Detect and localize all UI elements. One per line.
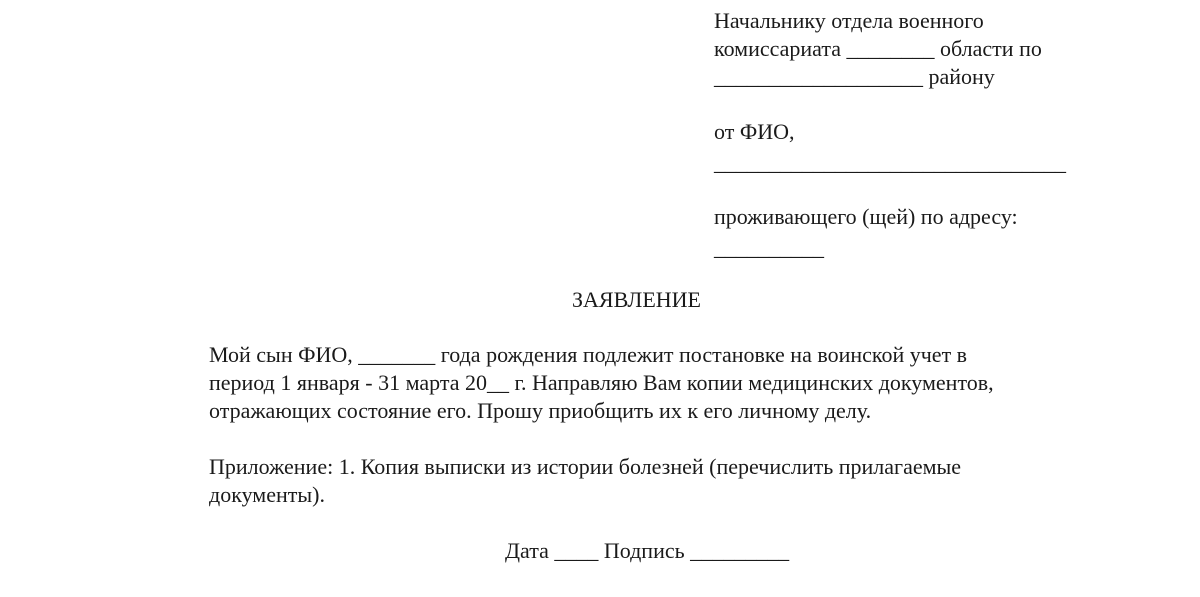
date-signature-line: Дата ____ Подпись _________ [505, 538, 790, 563]
addressee-line-1: Начальнику отдела военного [714, 8, 984, 33]
body-line-2: период 1 января - 31 марта 20__ г. Направляю Вам копии медицинских документов, [209, 370, 994, 395]
attachment-line-1: Приложение: 1. Копия выписки из истории болезней (перечислить прилагаемые [209, 454, 962, 479]
address-blank: __________ [714, 235, 824, 260]
document-title: ЗАЯВЛЕНИЕ [572, 287, 701, 312]
addressee-line-2: комиссариата ________ области по [714, 36, 1042, 61]
name-blank: ________________________________ [714, 150, 1066, 175]
body-line-3: отражающих состояние его. Прошу приобщить их к его личному делу. [209, 398, 872, 423]
from-label: от ФИО, [714, 119, 795, 144]
body-line-1: Мой сын ФИО, _______ года рождения подлежит постановке на воинской учет в [209, 342, 968, 367]
attachment-line-2: документы). [209, 482, 325, 507]
residence-label: проживающего (щей) по адресу: [714, 204, 1018, 229]
addressee-line-3: ___________________ району [714, 64, 995, 89]
